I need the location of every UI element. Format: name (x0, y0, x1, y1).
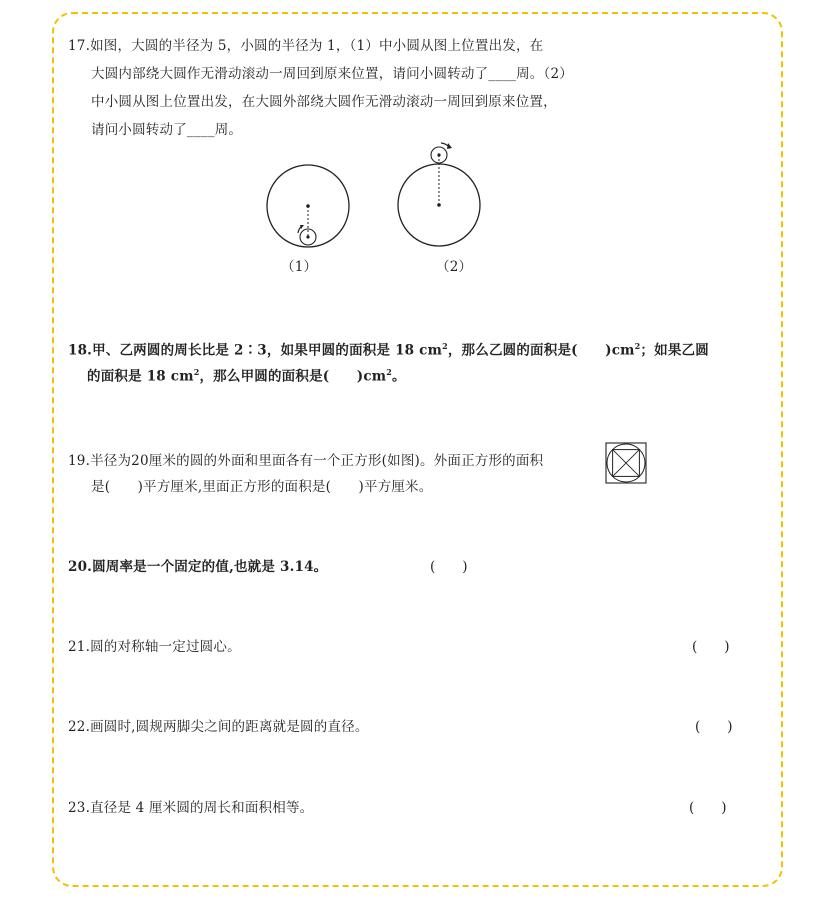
q17-figure-1 (262, 160, 354, 252)
q20-answer-paren[interactable]: ( ) (430, 559, 468, 575)
q17-line3: 中小圆从图上位置出发，在大圆外部绕大圆作无滑动滚动一周回到原来位置， (91, 94, 557, 110)
q18-line1: 18.甲、乙两圆的周长比是 2∶3，如果甲圆的面积是 18 $cm^2$，那么乙圆的面积是( )$cm^2$；如果乙圆 (68, 341, 709, 359)
q19-square-circle-figure (605, 442, 647, 484)
q23-text: 23.直径是 4 厘米圆的周长和面积相等。 (68, 800, 314, 816)
q17-line4: 请问小圆转动了____周。 (91, 122, 243, 138)
q17-figure-1-label: （1） (281, 259, 318, 275)
q21-answer-paren[interactable]: ( ) (692, 639, 730, 655)
q17-figure-2-label: （2） (436, 259, 473, 275)
q17-line2: 大圆内部绕大圆作无滑动滚动一周回到原来位置，请问小圆转动了____周。（2） (91, 66, 573, 82)
q20-text: 20.圆周率是一个固定的值,也就是 3.14。 (68, 559, 328, 575)
q19-line1: 19.半径为20厘米的圆的外面和里面各有一个正方形(如图)。外面正方形的面积 (68, 453, 544, 469)
q19-line2: 是( )平方厘米,里面正方形的面积是( )平方厘米。 (91, 479, 433, 495)
q22-text: 22.画圆时,圆规两脚尖之间的距离就是圆的直径。 (68, 719, 369, 735)
q17-figure-2 (396, 140, 488, 250)
q22-answer-paren[interactable]: ( ) (695, 719, 733, 735)
q18-line2: 的面积是 18 $cm^2$，那么甲圆的面积是( )$cm^2$。 (87, 367, 406, 385)
q23-answer-paren[interactable]: ( ) (689, 800, 727, 816)
q21-text: 21.圆的对称轴一定过圆心。 (68, 639, 241, 655)
q17-line1: 17.如图，大圆的半径为 5，小圆的半径为 1，（1）中小圆从图上位置出发，在 (68, 38, 544, 54)
